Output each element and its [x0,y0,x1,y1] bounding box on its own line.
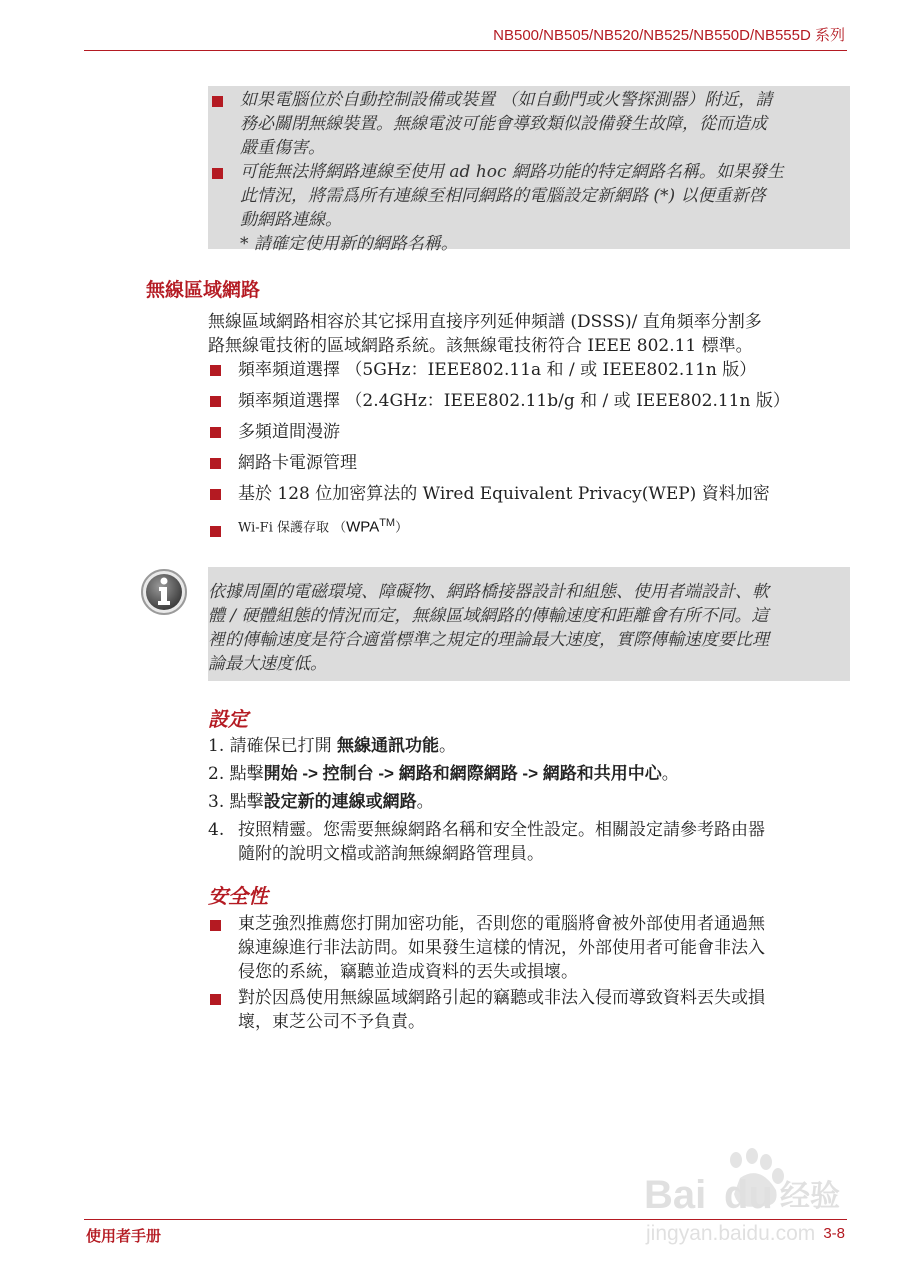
intro-line: 無線區域網路相容於其它採用直接序列延伸頻譜 (DSSS)/ 直角頻率分割多 [208,312,762,332]
feature-item: 多頻道間漫游 [238,422,340,442]
watermark-url: jingyan.baidu.com [646,1222,816,1245]
header-divider [84,50,847,51]
warning-line: 嚴重傷害。 [240,138,325,158]
watermark-brand2: du [724,1173,773,1217]
step-number: 3. [208,792,225,812]
step-text: 。 [416,792,434,812]
step-text: 請確保已打開 [229,736,338,756]
setup-step-4-text [238,818,765,866]
warning-line: 動網路連線。 [240,210,342,230]
warning-item-2 [240,160,784,256]
bullet-icon [210,396,221,407]
warning-line: 此情況，將需爲所有連線至相同網路的電腦設定新網路 (*) 以便重新啓 [240,186,766,206]
step-text: 。 [661,764,679,784]
bullet-icon [210,365,221,376]
watermark-cn: 经验 [780,1180,840,1213]
note-line: 論最大速度低。 [208,654,327,674]
wpa-suffix: ） [395,520,409,536]
section-heading-wlan: 無線區域網路 [146,280,261,301]
setup-step-1 [208,734,456,758]
wlan-intro [208,310,762,358]
security-line: 對於因爲使用無線區域網路引起的竊聽或非法入侵而導致資料丟失或損 [238,988,765,1008]
step-line: 隨附的說明文檔或諮詢無線網路管理員。 [238,844,544,864]
wpa-prefix: Wi-Fi 保護存取 （ [238,520,347,536]
bullet-icon [210,427,221,438]
step-text: 。 [439,736,457,756]
bullet-icon [212,96,223,107]
setup-step-4 [208,818,224,842]
step-ui-term: 開始 -> 控制台 -> 網路和網際網路 -> 網路和共用中心 [263,764,662,783]
section-heading-setup: 設定 [208,709,248,731]
bullet-icon [210,994,221,1005]
step-number: 2. [208,764,225,784]
step-text: 點擊 [229,792,264,812]
step-number: 1. [208,736,225,756]
security-line: 線連線進行非法訪問。如果發生這樣的情況，外部使用者可能會非法入 [238,938,765,958]
warning-line: 可能無法將網路連線至使用 ad hoc 網路功能的特定網路名稱。如果發生 [240,162,784,182]
note-text [208,580,769,676]
note-line: 依據周圍的電磁環境、障礙物、網路橋接器設計和組態、使用者端設計、軟 [208,582,769,602]
section-heading-security: 安全性 [208,886,268,908]
step-ui-term: 設定新的連線或網路 [263,792,417,811]
wpa-brand: WPA [346,518,380,536]
security-item-1 [238,912,765,984]
security-line: 壞，東芝公司不予負責。 [238,1012,425,1032]
bullet-icon [210,920,221,931]
note-line: 體 / 硬體組態的情況而定，無線區域網路的傳輸速度和距離會有所不同。這 [208,606,769,626]
header-title: NB500/NB505/NB520/NB525/NB550D/NB555D 系列 [493,27,845,44]
feature-item: 基於 128 位加密算法的 Wired Equivalent Privacy(WEP) 資料加密 [238,484,770,504]
feature-item: 網路卡電源管理 [238,453,357,473]
warning-line: 務必關閉無線裝置。無線電波可能會導致類似設備發生故障，從而造成 [240,114,767,134]
warning-line: * 請確定使用新的網路名稱。 [240,234,458,254]
info-icon [140,568,188,616]
step-line: 按照精靈。您需要無線網路名稱和安全性設定。相關設定請參考路由器 [238,820,765,840]
step-number: 4. [208,820,225,840]
bullet-icon [210,489,221,500]
bullet-icon [210,526,221,537]
bullet-icon [210,458,221,469]
page-number: 3-8 [823,1225,845,1242]
warning-line: 如果電腦位於自動控制設備或裝置 （如自動門或火警探測器）附近，請 [240,90,773,110]
bullet-icon [212,168,223,179]
security-line: 東芝強烈推薦您打開加密功能，否則您的電腦將會被外部使用者通過無 [238,914,765,934]
footer-divider [84,1219,847,1220]
watermark-brand: Bai [644,1173,707,1217]
feature-item: 頻率頻道選擇 （2.4GHz：IEEE802.11b/g 和 / 或 IEEE802.11n 版） [238,391,790,411]
footer-title: 使用者手册 [86,1228,162,1245]
intro-line: 路無線電技術的區域網路系統。該無線電技術符合 IEEE 802.11 標準。 [208,336,753,356]
setup-step-3 [208,790,434,814]
feature-item: 頻率頻道選擇 （5GHz：IEEE802.11a 和 / 或 IEEE802.11n 版） [238,360,757,380]
trademark-mark: TM [379,517,396,529]
feature-item-wpa [238,511,408,540]
setup-step-2 [208,762,679,786]
step-ui-term: 無線通訊功能 [337,736,440,755]
security-item-2 [238,986,765,1034]
security-line: 侵您的系統，竊聽並造成資料的丟失或損壞。 [238,962,578,982]
step-text: 點擊 [229,764,264,784]
warning-item-1 [240,88,772,160]
note-line: 裡的傳輸速度是符合適當標準之規定的理論最大速度，實際傳輸速度要比理 [208,630,769,650]
